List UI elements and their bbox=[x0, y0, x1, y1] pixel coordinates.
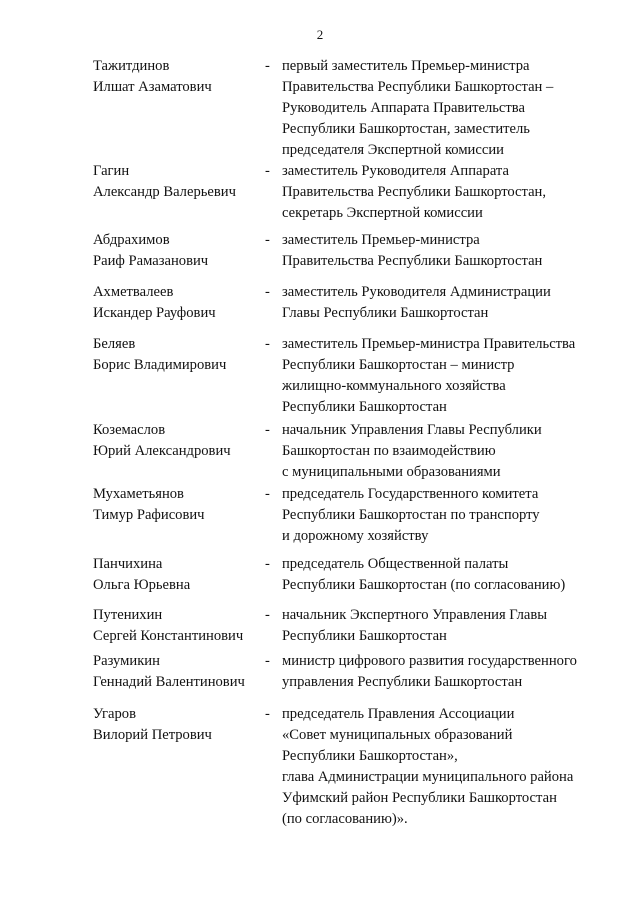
member-surname: Беляев bbox=[93, 336, 136, 352]
member-given-names: Илшат Азаматович bbox=[93, 79, 212, 95]
page-number: 2 bbox=[316, 27, 324, 42]
role-line: заместитель Руководителя Администрации bbox=[282, 284, 551, 300]
role-line: (по согласованию)». bbox=[282, 811, 408, 827]
role-line: и дорожному хозяйству bbox=[282, 528, 429, 544]
member-role bbox=[282, 651, 602, 693]
role-line: Башкортостан по взаимодействию bbox=[282, 443, 496, 459]
member-given-names: Вилорий Петрович bbox=[93, 727, 212, 743]
member-given-names: Тимур Рафисович bbox=[93, 507, 205, 523]
member-given-names: Искандер Рауфович bbox=[93, 305, 216, 321]
role-line: начальник Управления Главы Республики bbox=[282, 422, 542, 438]
role-line: Уфимский район Республики Башкортостан bbox=[282, 790, 557, 806]
role-line: Руководитель Аппарата Правительства bbox=[282, 100, 525, 116]
member-role bbox=[282, 161, 602, 224]
role-line: заместитель Премьер-министра Правительства bbox=[282, 336, 576, 352]
dash-separator: - bbox=[265, 58, 270, 74]
role-line: Правительства Республики Башкортостан – bbox=[282, 79, 554, 95]
member-surname: Абдрахимов bbox=[93, 232, 170, 248]
member-name bbox=[93, 605, 258, 647]
role-line: Республики Башкортостан, заместитель bbox=[282, 121, 530, 137]
role-line: Республики Башкортостан bbox=[282, 399, 447, 415]
role-line: Республики Башкортостан по транспорту bbox=[282, 507, 540, 523]
role-line: Республики Башкортостан bbox=[282, 628, 447, 644]
member-name bbox=[93, 484, 258, 526]
member-role bbox=[282, 704, 602, 830]
role-line: управления Республики Башкортостан bbox=[282, 674, 523, 690]
role-line: глава Администрации муниципального района bbox=[282, 769, 574, 785]
member-given-names: Раиф Рамазанович bbox=[93, 253, 209, 269]
dash-separator: - bbox=[265, 232, 270, 248]
role-line: жилищно-коммунального хозяйства bbox=[282, 378, 506, 394]
role-line: Правительства Республики Башкортостан, bbox=[282, 184, 547, 200]
dash-separator: - bbox=[265, 163, 270, 179]
role-line: «Совет муниципальных образований bbox=[282, 727, 513, 743]
member-surname: Коземаслов bbox=[93, 422, 166, 438]
member-role bbox=[282, 484, 602, 547]
dash-separator: - bbox=[265, 607, 270, 623]
member-given-names: Борис Владимирович bbox=[93, 357, 227, 373]
member-given-names: Юрий Александрович bbox=[93, 443, 231, 459]
dash-separator: - bbox=[265, 336, 270, 352]
role-line: министр цифрового развития государственного bbox=[282, 653, 577, 669]
role-line: заместитель Премьер-министра bbox=[282, 232, 480, 248]
role-line: Республики Башкортостан», bbox=[282, 748, 458, 764]
member-name bbox=[93, 161, 258, 203]
role-line: секретарь Экспертной комиссии bbox=[282, 205, 483, 221]
role-line: заместитель Руководителя Аппарата bbox=[282, 163, 509, 179]
role-line: Правительства Республики Башкортостан bbox=[282, 253, 543, 269]
role-line: председатель Государственного комитета bbox=[282, 486, 539, 502]
dash-separator: - bbox=[265, 422, 270, 438]
role-line: председатель Общественной палаты bbox=[282, 556, 509, 572]
member-role bbox=[282, 56, 602, 161]
dash-separator: - bbox=[265, 706, 270, 722]
dash-separator: - bbox=[265, 284, 270, 300]
role-line: Республики Башкортостан (по согласованию) bbox=[282, 577, 566, 593]
member-role bbox=[282, 605, 602, 647]
dash-separator: - bbox=[265, 653, 270, 669]
member-surname: Разумикин bbox=[93, 653, 160, 669]
member-role bbox=[282, 554, 602, 596]
member-given-names: Геннадий Валентинович bbox=[93, 674, 245, 690]
member-name bbox=[93, 651, 258, 693]
member-name bbox=[93, 230, 258, 272]
member-surname: Мухаметьянов bbox=[93, 486, 184, 502]
role-line: с муниципальными образованиями bbox=[282, 464, 501, 480]
role-line: Республики Башкортостан – министр bbox=[282, 357, 515, 373]
member-role bbox=[282, 282, 602, 324]
member-surname: Панчихина bbox=[93, 556, 163, 572]
dash-separator: - bbox=[265, 556, 270, 572]
role-line: начальник Экспертного Управления Главы bbox=[282, 607, 548, 623]
member-surname: Ахметвалеев bbox=[93, 284, 174, 300]
role-line: первый заместитель Премьер-министра bbox=[282, 58, 530, 74]
role-line: Главы Республики Башкортостан bbox=[282, 305, 489, 321]
member-surname: Гагин bbox=[93, 163, 130, 179]
role-line: председатель Правления Ассоциации bbox=[282, 706, 515, 722]
member-role bbox=[282, 420, 602, 483]
dash-separator: - bbox=[265, 486, 270, 502]
member-given-names: Сергей Константинович bbox=[93, 628, 244, 644]
role-line: председателя Экспертной комиссии bbox=[282, 142, 504, 158]
member-role bbox=[282, 334, 602, 418]
member-given-names: Александр Валерьевич bbox=[93, 184, 236, 200]
member-name bbox=[93, 56, 258, 98]
member-name bbox=[93, 282, 258, 324]
member-role bbox=[282, 230, 602, 272]
member-name bbox=[93, 704, 258, 746]
member-name bbox=[93, 334, 258, 376]
member-name bbox=[93, 554, 258, 596]
member-surname: Тажитдинов bbox=[93, 58, 170, 74]
member-name bbox=[93, 420, 258, 462]
member-surname: Путенихин bbox=[93, 607, 163, 623]
member-surname: Угаров bbox=[93, 706, 136, 722]
member-given-names: Ольга Юрьевна bbox=[93, 577, 191, 593]
